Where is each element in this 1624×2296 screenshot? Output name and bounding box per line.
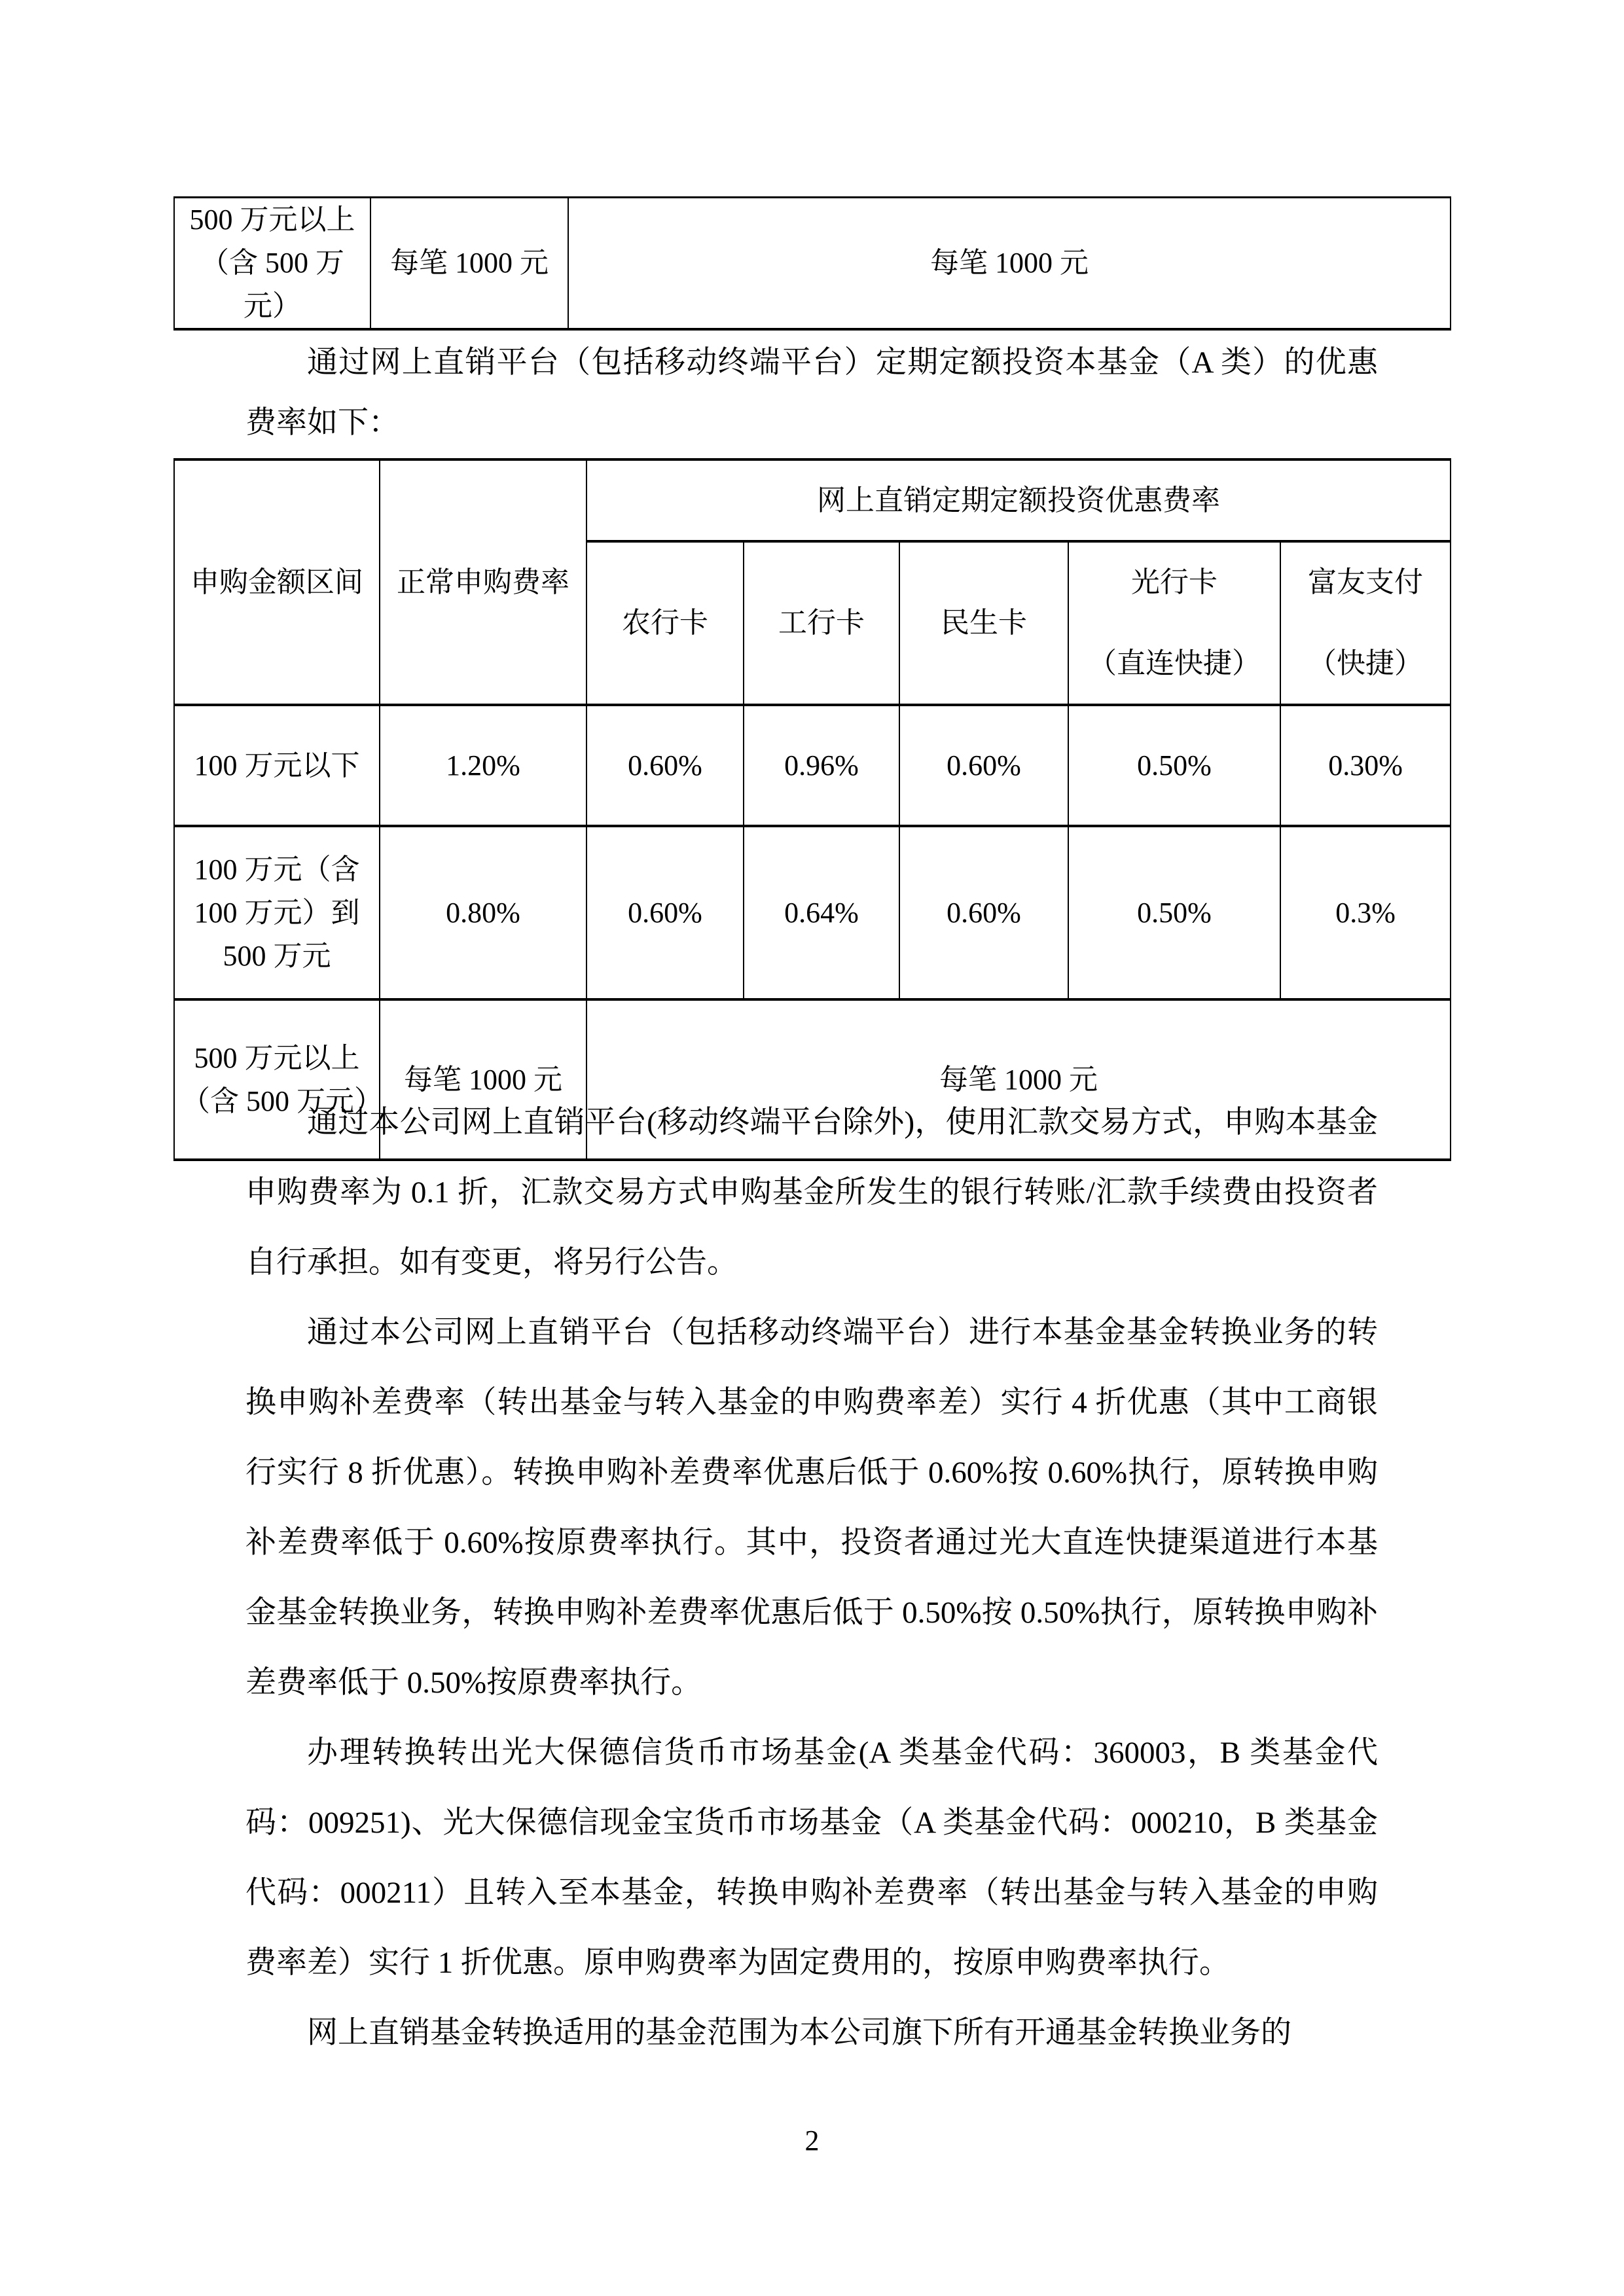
table-row — [174, 198, 1451, 330]
normal-rate-cell: 0.80% — [380, 826, 586, 999]
rate-cell: 0.50% — [1068, 826, 1280, 999]
table-header-row-group — [174, 459, 1451, 541]
channel-subtitle: （快捷） — [1308, 647, 1424, 679]
channel-name: 光行卡 — [1131, 566, 1218, 598]
merged-rate-cell: 每笔 1000 元 — [586, 999, 1451, 1160]
header-normal-rate: 正常申购费率 — [380, 459, 586, 705]
header-channel-minsheng — [899, 541, 1068, 705]
rate-cell: 0.60% — [899, 705, 1068, 826]
table-row — [174, 826, 1451, 999]
paragraph-conversion-discount: 通过本公司网上直销平台（包括移动终端平台）进行本基金基金转换业务的转换申购补差费率（转出基金与转入基金的申购费率差）实行 4 折优惠（其中工商银行实行 8 折优惠）。转换申购补差费率优惠后低于 0.60%按 0.60%执行，原转换申购补差费率低于 0.60%按原费率执行。其中，投资者通过光大直连快捷渠道进行本基金基金转换业务，转换申购补差费率优惠后低于 0.50%按 0.50%执行，原转换申购补差费率低于 0.50%按原费率执行。 — [245, 1316, 1378, 1700]
channel-name: 民生卡 — [941, 607, 1027, 639]
header-channel-ceb — [1068, 541, 1280, 705]
header-channel-abc — [586, 541, 744, 705]
channel-name: 工行卡 — [778, 607, 865, 639]
header-channel-icbc — [744, 541, 899, 705]
amount-range-cell: 100 万元以下 — [174, 705, 380, 826]
channel-name: 富友支付 — [1308, 566, 1424, 598]
normal-rate-cell: 每笔 1000 元 — [380, 999, 586, 1160]
normal-rate-cell: 1.20% — [380, 705, 586, 826]
rate-cell: 0.60% — [586, 826, 744, 999]
amount-range-cell: 500 万元以上（含 500 万元） — [174, 198, 370, 330]
rate-cell: 0.64% — [744, 826, 899, 999]
rate-cell: 0.30% — [1280, 705, 1451, 826]
rate-cell: 0.96% — [744, 705, 899, 826]
preferential-rate-cell: 每笔 1000 元 — [568, 198, 1451, 330]
rate-cell: 0.3% — [1280, 826, 1451, 999]
amount-range-cell: 100 万元（含 100 万元）到 500 万元 — [174, 826, 380, 999]
rate-cell: 0.60% — [899, 826, 1068, 999]
continued-fee-table — [173, 196, 1451, 331]
header-channel-fuiou — [1280, 541, 1451, 705]
table-row — [174, 705, 1451, 826]
preferential-rate-table — [173, 458, 1451, 1161]
amount-range-cell: 500 万元以上（含 500 万元） — [174, 999, 380, 1160]
channel-name: 农行卡 — [622, 607, 708, 639]
rate-cell: 0.60% — [586, 705, 744, 826]
normal-rate-cell: 每笔 1000 元 — [370, 198, 568, 330]
intro-paragraph: 通过网上直销平台（包括移动终端平台）定期定额投资本基金（A 类）的优惠费率如下： — [245, 346, 1378, 440]
paragraph-money-market-conversion: 办理转换转出光大保德信货币市场基金(A 类基金代码：360003，B 类基金代码：009251)、光大保德信现金宝货币市场基金（A 类基金代码：000210，B 类基金代码：000211）且转入至本基金，转换申购补差费率（转出基金与转入基金的申购费率差）实行 1 折优惠。原申购费率为固定费用的，按原申购费率执行。 — [245, 1736, 1378, 1980]
rate-cell: 0.50% — [1068, 705, 1280, 826]
page-number: 2 — [804, 2125, 820, 2157]
channel-subtitle: （直连快捷） — [1088, 647, 1261, 679]
intro-paragraph-block — [245, 332, 1378, 453]
paragraph-remittance: 通过本公司网上直销平台(移动终端平台除外)，使用汇款交易方式，申购本基金申购费率为 0.1 折，汇款交易方式申购基金所发生的银行转账/汇款手续费由投资者自行承担。如有变更，将另行公告。 — [245, 1105, 1378, 1280]
paragraph-conversion-scope: 网上直销基金转换适用的基金范围为本公司旗下所有开通基金转换业务的 — [307, 2016, 1291, 2050]
header-amount-range: 申购金额区间 — [174, 459, 380, 705]
header-group-title: 网上直销定期定额投资优惠费率 — [586, 459, 1451, 541]
body-text-block — [245, 1088, 1378, 2068]
